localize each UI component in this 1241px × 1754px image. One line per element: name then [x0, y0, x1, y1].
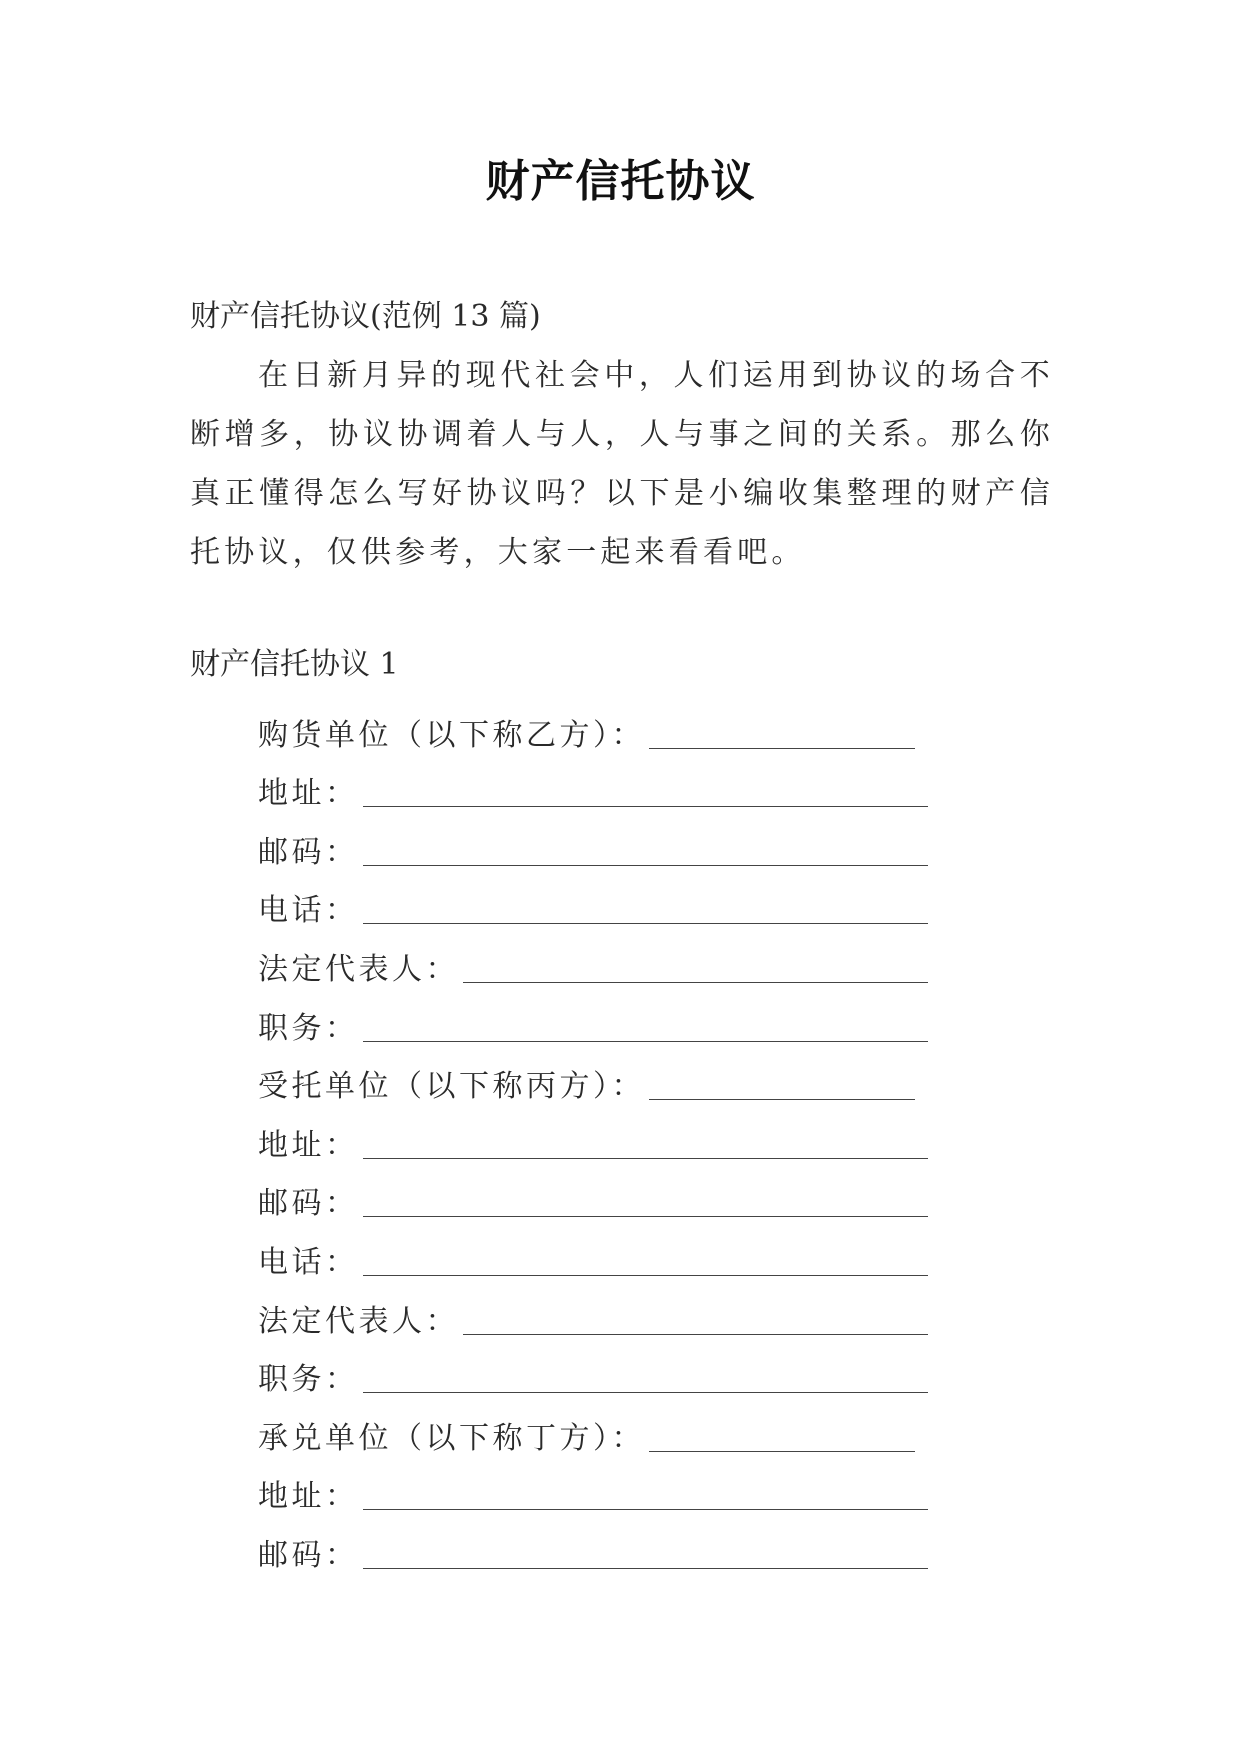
form-label: 法定代表人：: [258, 951, 459, 987]
blank-line[interactable]: [649, 1451, 915, 1452]
form-label: 地址：: [258, 1479, 359, 1515]
blank-line[interactable]: [363, 806, 928, 807]
form-row-legal-rep: [258, 933, 1058, 992]
blank-line[interactable]: [363, 1568, 928, 1569]
document-title: 财产信托协议: [485, 156, 756, 207]
form-label: 购货单位（以下称乙方）：: [258, 717, 645, 753]
blank-line[interactable]: [363, 1275, 928, 1276]
form-row-postcode: [258, 1168, 1058, 1227]
document-subtitle: 财产信托协议(范例 13 篇): [190, 299, 541, 334]
form-row-acceptor-unit: [258, 1402, 1058, 1461]
form-row-address: [258, 1109, 1058, 1168]
blank-line[interactable]: [463, 982, 928, 983]
form-row-phone: [258, 875, 1058, 934]
form-label: 邮码：: [258, 834, 359, 870]
form-label: 邮码：: [258, 1186, 359, 1222]
form-label: 地址：: [258, 1127, 359, 1163]
blank-line[interactable]: [363, 923, 928, 924]
form-row-address: [258, 758, 1058, 817]
form-row-address: [258, 1461, 1058, 1520]
party-info-form: [258, 699, 1058, 1578]
form-label: 电话：: [258, 1244, 359, 1280]
form-label: 电话：: [258, 893, 359, 929]
form-row-legal-rep: [258, 1285, 1058, 1344]
form-row-trustee-unit: [258, 1051, 1058, 1110]
form-label: 受托单位（以下称丙方）：: [258, 1069, 645, 1105]
blank-line[interactable]: [363, 865, 928, 866]
intro-paragraph: 在日新月异的现代社会中，人们运用到协议的场合不断增多，协议协调着人与人，人与事之间的关系。那么你真正懂得怎么写好协议吗？以下是小编收集整理的财产信托协议，仅供参考，大家一起来看看吧。: [190, 358, 1054, 570]
form-row-postcode: [258, 816, 1058, 875]
blank-line[interactable]: [649, 748, 915, 749]
form-row-position: [258, 992, 1058, 1051]
form-row-phone: [258, 1226, 1058, 1285]
blank-line[interactable]: [363, 1509, 928, 1510]
form-row-buyer-unit: [258, 699, 1058, 758]
form-row-position: [258, 1344, 1058, 1403]
form-label: 法定代表人：: [258, 1303, 459, 1339]
form-label: 邮码：: [258, 1537, 359, 1573]
blank-line[interactable]: [463, 1334, 928, 1335]
form-label: 地址：: [258, 776, 359, 812]
blank-line[interactable]: [649, 1099, 915, 1100]
form-row-postcode: [258, 1519, 1058, 1578]
blank-line[interactable]: [363, 1392, 928, 1393]
blank-line[interactable]: [363, 1158, 928, 1159]
blank-line[interactable]: [363, 1041, 928, 1042]
form-label: 职务：: [258, 1362, 359, 1398]
form-label: 职务：: [258, 1010, 359, 1046]
section-heading: 财产信托协议 1: [190, 647, 399, 682]
blank-line[interactable]: [363, 1216, 928, 1217]
form-label: 承兑单位（以下称丁方）：: [258, 1420, 645, 1456]
